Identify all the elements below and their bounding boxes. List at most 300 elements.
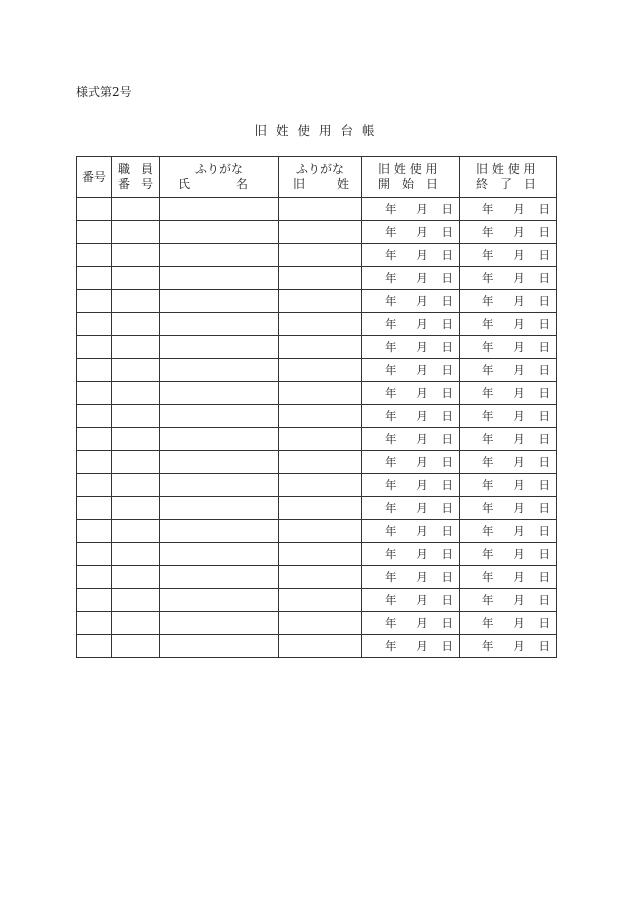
cell-end-date[interactable] — [460, 635, 557, 658]
cell-old-surname[interactable] — [279, 566, 362, 589]
cell-number[interactable] — [77, 497, 112, 520]
month-label: 月 — [416, 271, 428, 285]
cell-old-surname[interactable] — [279, 451, 362, 474]
date-labels — [460, 316, 556, 332]
year-label: 年 — [482, 271, 494, 285]
month-label: 月 — [416, 570, 428, 584]
day-label: 日 — [441, 570, 453, 584]
cell-start-date[interactable] — [362, 267, 460, 290]
month-label: 月 — [416, 294, 428, 308]
cell-old-surname[interactable] — [279, 359, 362, 382]
date-labels — [460, 247, 556, 263]
cell-number[interactable] — [77, 405, 112, 428]
cell-staff-number[interactable] — [112, 566, 160, 589]
table-row — [77, 589, 557, 612]
date-labels — [362, 638, 459, 654]
cell-end-date[interactable] — [460, 382, 557, 405]
day-label: 日 — [441, 294, 453, 308]
day-label: 日 — [441, 409, 453, 423]
year-label: 年 — [482, 639, 494, 653]
year-label: 年 — [482, 294, 494, 308]
cell-end-date[interactable] — [460, 405, 557, 428]
cell-staff-number[interactable] — [112, 635, 160, 658]
year-label: 年 — [385, 202, 397, 216]
cell-number[interactable] — [77, 313, 112, 336]
day-label: 日 — [441, 340, 453, 354]
cell-number[interactable] — [77, 428, 112, 451]
cell-end-date[interactable] — [460, 359, 557, 382]
year-label: 年 — [385, 593, 397, 607]
table-row — [77, 313, 557, 336]
table-body — [77, 198, 557, 658]
date-labels — [362, 454, 459, 470]
table-row — [77, 359, 557, 382]
table-row — [77, 405, 557, 428]
cell-start-date[interactable] — [362, 451, 460, 474]
cell-staff-number[interactable] — [112, 313, 160, 336]
day-label: 日 — [538, 593, 550, 607]
date-labels — [460, 638, 556, 654]
date-labels — [460, 385, 556, 401]
month-label: 月 — [416, 409, 428, 423]
cell-end-date[interactable] — [460, 336, 557, 359]
table-row — [77, 336, 557, 359]
day-label: 日 — [538, 478, 550, 492]
cell-old-surname[interactable] — [279, 474, 362, 497]
date-labels — [460, 362, 556, 378]
date-labels — [460, 454, 556, 470]
day-label: 日 — [441, 501, 453, 515]
cell-staff-number[interactable] — [112, 382, 160, 405]
date-labels — [460, 293, 556, 309]
cell-old-surname[interactable] — [279, 336, 362, 359]
cell-name[interactable] — [160, 589, 279, 612]
cell-start-date[interactable] — [362, 635, 460, 658]
cell-number[interactable] — [77, 451, 112, 474]
day-label: 日 — [441, 616, 453, 630]
cell-staff-number[interactable] — [112, 612, 160, 635]
cell-staff-number[interactable] — [112, 267, 160, 290]
table-row — [77, 428, 557, 451]
date-labels — [362, 477, 459, 493]
month-label: 月 — [416, 363, 428, 377]
cell-staff-number[interactable] — [112, 520, 160, 543]
cell-name[interactable] — [160, 635, 279, 658]
date-labels — [362, 500, 459, 516]
cell-staff-number[interactable] — [112, 497, 160, 520]
cell-name[interactable] — [160, 497, 279, 520]
header-name: ふりがな 氏 名 — [160, 157, 279, 198]
year-label: 年 — [385, 524, 397, 538]
month-label: 月 — [416, 478, 428, 492]
cell-start-date[interactable] — [362, 382, 460, 405]
year-label: 年 — [482, 524, 494, 538]
day-label: 日 — [441, 363, 453, 377]
cell-old-surname[interactable] — [279, 543, 362, 566]
cell-staff-number[interactable] — [112, 589, 160, 612]
cell-start-date[interactable] — [362, 520, 460, 543]
day-label: 日 — [441, 202, 453, 216]
cell-staff-number[interactable] — [112, 451, 160, 474]
year-label: 年 — [482, 409, 494, 423]
cell-end-date[interactable] — [460, 244, 557, 267]
old-surname-ledger-table — [76, 156, 557, 658]
month-label: 月 — [513, 616, 525, 630]
month-label: 月 — [416, 225, 428, 239]
cell-end-date[interactable] — [460, 198, 557, 221]
year-label: 年 — [482, 547, 494, 561]
cell-end-date[interactable] — [460, 313, 557, 336]
document-title: 旧姓使用台帳 — [254, 123, 384, 138]
cell-start-date[interactable] — [362, 497, 460, 520]
cell-old-surname[interactable] — [279, 612, 362, 635]
date-labels — [460, 270, 556, 286]
cell-old-surname[interactable] — [279, 290, 362, 313]
date-labels — [460, 546, 556, 562]
month-label: 月 — [513, 501, 525, 515]
cell-start-date[interactable] — [362, 244, 460, 267]
day-label: 日 — [538, 501, 550, 515]
cell-name[interactable] — [160, 405, 279, 428]
cell-start-date[interactable] — [362, 474, 460, 497]
cell-old-surname[interactable] — [279, 428, 362, 451]
date-labels — [362, 408, 459, 424]
date-labels — [460, 592, 556, 608]
year-label: 年 — [385, 248, 397, 262]
day-label: 日 — [441, 455, 453, 469]
date-labels — [460, 431, 556, 447]
cell-start-date[interactable] — [362, 428, 460, 451]
month-label: 月 — [416, 639, 428, 653]
date-labels — [362, 339, 459, 355]
cell-name[interactable] — [160, 290, 279, 313]
cell-number[interactable] — [77, 221, 112, 244]
form-number-label: 様式第2号 — [76, 85, 132, 99]
cell-end-date[interactable] — [460, 267, 557, 290]
month-label: 月 — [416, 386, 428, 400]
cell-end-date[interactable] — [460, 612, 557, 635]
cell-name[interactable] — [160, 382, 279, 405]
cell-name[interactable] — [160, 612, 279, 635]
month-label: 月 — [513, 202, 525, 216]
year-label: 年 — [385, 317, 397, 331]
day-label: 日 — [538, 340, 550, 354]
cell-staff-number[interactable] — [112, 198, 160, 221]
date-labels — [362, 201, 459, 217]
month-label: 月 — [416, 248, 428, 262]
year-label: 年 — [482, 248, 494, 262]
date-labels — [362, 293, 459, 309]
year-label: 年 — [385, 616, 397, 630]
month-label: 月 — [416, 616, 428, 630]
day-label: 日 — [441, 478, 453, 492]
cell-number[interactable] — [77, 336, 112, 359]
cell-number[interactable] — [77, 635, 112, 658]
month-label: 月 — [416, 501, 428, 515]
date-labels — [362, 431, 459, 447]
table-row — [77, 290, 557, 313]
cell-old-surname[interactable] — [279, 198, 362, 221]
table-row — [77, 520, 557, 543]
day-label: 日 — [538, 294, 550, 308]
cell-staff-number[interactable] — [112, 405, 160, 428]
cell-end-date[interactable] — [460, 428, 557, 451]
month-label: 月 — [513, 570, 525, 584]
day-label: 日 — [538, 524, 550, 538]
cell-number[interactable] — [77, 589, 112, 612]
day-label: 日 — [538, 363, 550, 377]
cell-end-date[interactable] — [460, 474, 557, 497]
cell-start-date[interactable] — [362, 405, 460, 428]
cell-end-date[interactable] — [460, 543, 557, 566]
day-label: 日 — [538, 317, 550, 331]
table-row — [77, 497, 557, 520]
cell-name[interactable] — [160, 543, 279, 566]
cell-name[interactable] — [160, 428, 279, 451]
year-label: 年 — [482, 478, 494, 492]
cell-name[interactable] — [160, 313, 279, 336]
day-label: 日 — [538, 202, 550, 216]
year-label: 年 — [482, 593, 494, 607]
day-label: 日 — [441, 547, 453, 561]
date-labels — [362, 247, 459, 263]
table-row — [77, 244, 557, 267]
month-label: 月 — [513, 547, 525, 561]
cell-end-date[interactable] — [460, 290, 557, 313]
cell-staff-number[interactable] — [112, 474, 160, 497]
cell-end-date[interactable] — [460, 520, 557, 543]
year-label: 年 — [482, 202, 494, 216]
cell-staff-number[interactable] — [112, 543, 160, 566]
day-label: 日 — [538, 225, 550, 239]
date-labels — [362, 270, 459, 286]
cell-end-date[interactable] — [460, 566, 557, 589]
cell-number[interactable] — [77, 566, 112, 589]
cell-number[interactable] — [77, 382, 112, 405]
day-label: 日 — [441, 639, 453, 653]
cell-start-date[interactable] — [362, 198, 460, 221]
cell-old-surname[interactable] — [279, 405, 362, 428]
cell-name[interactable] — [160, 198, 279, 221]
cell-old-surname[interactable] — [279, 497, 362, 520]
month-label: 月 — [416, 317, 428, 331]
cell-number[interactable] — [77, 290, 112, 313]
year-label: 年 — [385, 225, 397, 239]
cell-old-surname[interactable] — [279, 313, 362, 336]
date-labels — [460, 224, 556, 240]
date-labels — [460, 500, 556, 516]
month-label: 月 — [513, 271, 525, 285]
year-label: 年 — [482, 616, 494, 630]
cell-end-date[interactable] — [460, 589, 557, 612]
header-usage-start-date: 旧 姓 使 用 開 始 日 — [362, 157, 460, 198]
year-label: 年 — [385, 363, 397, 377]
table-row — [77, 474, 557, 497]
month-label: 月 — [513, 317, 525, 331]
month-label: 月 — [416, 524, 428, 538]
table-row — [77, 382, 557, 405]
date-labels — [362, 362, 459, 378]
table-row — [77, 635, 557, 658]
date-labels — [362, 546, 459, 562]
header-usage-end-date: 旧 姓 使 用 終 了 日 — [460, 157, 557, 198]
cell-name[interactable] — [160, 474, 279, 497]
table-row — [77, 566, 557, 589]
day-label: 日 — [538, 547, 550, 561]
table-row — [77, 267, 557, 290]
year-label: 年 — [385, 455, 397, 469]
cell-start-date[interactable] — [362, 543, 460, 566]
cell-staff-number[interactable] — [112, 428, 160, 451]
cell-old-surname[interactable] — [279, 267, 362, 290]
cell-start-date[interactable] — [362, 336, 460, 359]
cell-start-date[interactable] — [362, 612, 460, 635]
month-label: 月 — [513, 455, 525, 469]
date-labels — [460, 523, 556, 539]
cell-start-date[interactable] — [362, 313, 460, 336]
cell-start-date[interactable] — [362, 221, 460, 244]
day-label: 日 — [441, 524, 453, 538]
date-labels — [362, 523, 459, 539]
cell-start-date[interactable] — [362, 290, 460, 313]
cell-number[interactable] — [77, 244, 112, 267]
cell-old-surname[interactable] — [279, 635, 362, 658]
cell-staff-number[interactable] — [112, 244, 160, 267]
table-row — [77, 451, 557, 474]
month-label: 月 — [513, 524, 525, 538]
cell-name[interactable] — [160, 566, 279, 589]
cell-start-date[interactable] — [362, 359, 460, 382]
year-label: 年 — [482, 225, 494, 239]
table-row — [77, 543, 557, 566]
cell-start-date[interactable] — [362, 566, 460, 589]
year-label: 年 — [385, 547, 397, 561]
cell-end-date[interactable] — [460, 497, 557, 520]
cell-number[interactable] — [77, 543, 112, 566]
day-label: 日 — [538, 409, 550, 423]
day-label: 日 — [538, 455, 550, 469]
date-labels — [460, 339, 556, 355]
cell-staff-number[interactable] — [112, 336, 160, 359]
year-label: 年 — [385, 294, 397, 308]
month-label: 月 — [416, 432, 428, 446]
month-label: 月 — [513, 478, 525, 492]
day-label: 日 — [441, 317, 453, 331]
table-header-row — [77, 157, 557, 198]
header-old-surname: ふりがな 旧 姓 — [279, 157, 362, 198]
day-label: 日 — [441, 432, 453, 446]
month-label: 月 — [513, 248, 525, 262]
cell-old-surname[interactable] — [279, 589, 362, 612]
year-label: 年 — [482, 317, 494, 331]
cell-old-surname[interactable] — [279, 382, 362, 405]
month-label: 月 — [513, 386, 525, 400]
cell-old-surname[interactable] — [279, 244, 362, 267]
cell-start-date[interactable] — [362, 589, 460, 612]
month-label: 月 — [513, 432, 525, 446]
month-label: 月 — [416, 202, 428, 216]
header-number: 番号 — [77, 157, 112, 198]
year-label: 年 — [385, 271, 397, 285]
year-label: 年 — [385, 478, 397, 492]
cell-number[interactable] — [77, 198, 112, 221]
date-labels — [460, 201, 556, 217]
year-label: 年 — [482, 455, 494, 469]
year-label: 年 — [385, 432, 397, 446]
day-label: 日 — [538, 248, 550, 262]
month-label: 月 — [513, 409, 525, 423]
cell-name[interactable] — [160, 451, 279, 474]
year-label: 年 — [385, 639, 397, 653]
month-label: 月 — [416, 455, 428, 469]
cell-name[interactable] — [160, 336, 279, 359]
cell-old-surname[interactable] — [279, 520, 362, 543]
month-label: 月 — [416, 340, 428, 354]
cell-number[interactable] — [77, 520, 112, 543]
month-label: 月 — [513, 340, 525, 354]
year-label: 年 — [482, 386, 494, 400]
cell-staff-number[interactable] — [112, 221, 160, 244]
date-labels — [460, 408, 556, 424]
cell-staff-number[interactable] — [112, 290, 160, 313]
cell-number[interactable] — [77, 359, 112, 382]
year-label: 年 — [385, 340, 397, 354]
cell-name[interactable] — [160, 244, 279, 267]
year-label: 年 — [385, 570, 397, 584]
cell-number[interactable] — [77, 612, 112, 635]
day-label: 日 — [441, 271, 453, 285]
day-label: 日 — [538, 639, 550, 653]
month-label: 月 — [416, 547, 428, 561]
cell-old-surname[interactable] — [279, 221, 362, 244]
date-labels — [362, 615, 459, 631]
day-label: 日 — [538, 432, 550, 446]
month-label: 月 — [513, 593, 525, 607]
cell-number[interactable] — [77, 267, 112, 290]
table-row — [77, 612, 557, 635]
year-label: 年 — [385, 409, 397, 423]
year-label: 年 — [482, 363, 494, 377]
cell-number[interactable] — [77, 474, 112, 497]
date-labels — [362, 385, 459, 401]
date-labels — [460, 477, 556, 493]
year-label: 年 — [482, 432, 494, 446]
cell-name[interactable] — [160, 267, 279, 290]
cell-end-date[interactable] — [460, 451, 557, 474]
cell-name[interactable] — [160, 520, 279, 543]
date-labels — [362, 592, 459, 608]
month-label: 月 — [513, 639, 525, 653]
cell-name[interactable] — [160, 359, 279, 382]
cell-end-date[interactable] — [460, 221, 557, 244]
table-row — [77, 221, 557, 244]
year-label: 年 — [482, 570, 494, 584]
cell-staff-number[interactable] — [112, 359, 160, 382]
month-label: 月 — [513, 294, 525, 308]
date-labels — [460, 615, 556, 631]
date-labels — [362, 316, 459, 332]
day-label: 日 — [538, 386, 550, 400]
year-label: 年 — [482, 501, 494, 515]
day-label: 日 — [441, 225, 453, 239]
day-label: 日 — [538, 570, 550, 584]
day-label: 日 — [441, 593, 453, 607]
year-label: 年 — [385, 501, 397, 515]
month-label: 月 — [513, 363, 525, 377]
month-label: 月 — [416, 593, 428, 607]
date-labels — [362, 569, 459, 585]
cell-name[interactable] — [160, 221, 279, 244]
